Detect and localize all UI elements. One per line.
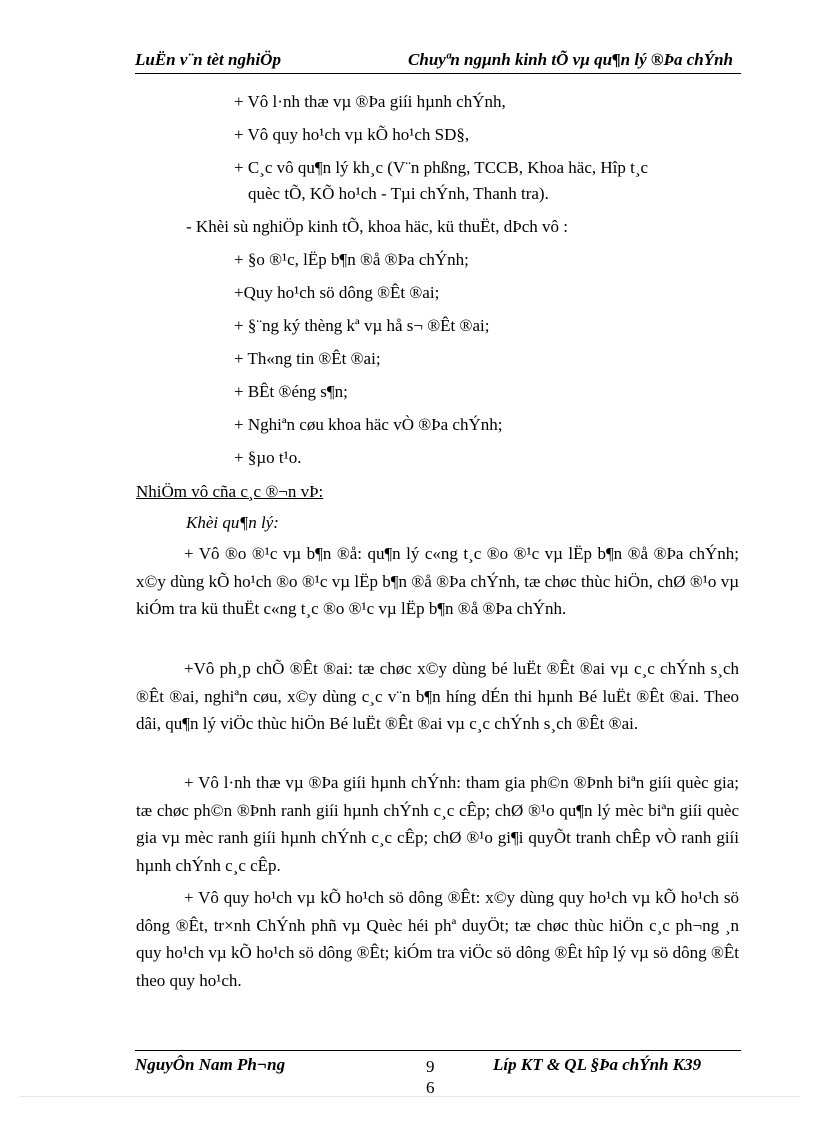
body-paragraph: +Vô ph¸p chÕ ®Êt ®ai: tæ chøc x©y dùng bé luËt ®Êt ®ai vµ c¸c chÝnh s¸ch ®Êt ®ai, nghiªn cøu, x©y dùng c¸c v¨n b¶n híng dÉn thi hµnh Bé luËt ®Êt ®ai. Theo dâi, qu¶n lý viÖc thùc hiÖn Bé luËt ®Êt ®ai vµ c¸c chÝnh s¸ch ®Êt ®ai.	[136, 659, 739, 733]
list-item: + Th«ng tin ®Êt ®ai;	[234, 349, 381, 368]
page-header	[135, 49, 741, 74]
list-item-continuation: quèc tÕ, KÕ ho¹ch - Tµi chÝnh, Thanh tra).	[248, 184, 549, 203]
page-break-divider	[20, 1096, 800, 1097]
header-major-title: Chuyªn ngµnh kinh tÕ vµ qu¶n lý ®Þa chÝnh	[408, 50, 733, 69]
list-item: +Quy ho¹ch sö dông ®Êt ®ai;	[234, 283, 440, 302]
footer-rule	[135, 1050, 741, 1051]
list-item: + §o ®¹c, lËp b¶n ®å ®Þa chÝnh;	[234, 250, 469, 269]
page-number-secondary: 6	[426, 1078, 435, 1097]
body-paragraph: + Vô l·nh thæ vµ ®Þa giíi hµnh chÝnh: tham gia ph©n ®Þnh biªn giíi quèc gia; tæ chøc ph©n ®Þnh ranh giíi hµnh chÝnh c¸c cÊp; chØ ®¹o qu¶n lý mèc biªn giíi quèc gia vµ mèc ranh giíi hµnh chÝnh c¸c cÊp; chØ ®¹o gi¶i quyÕt tranh chÊp vÒ ranh giíi hµnh chÝnh c¸c cÊp.	[136, 773, 739, 875]
list-item: + Vô quy ho¹ch vµ kÕ ho¹ch SD§,	[234, 125, 470, 144]
list-item	[234, 157, 739, 179]
list-item: + Nghiªn cøu khoa häc vÒ ®Þa chÝnh;	[234, 415, 503, 434]
management-block-heading: Khèi qu¶n lý:	[186, 513, 279, 532]
header-thesis-title: LuËn v¨n tèt nghiÖp	[135, 50, 281, 69]
body-paragraph: + Vô quy ho¹ch vµ kÕ ho¹ch sö dông ®Êt: x©y dùng quy ho¹ch vµ kÕ ho¹ch sö dông ®Êt, tr×nh ChÝnh phñ vµ Quèc héi phª duyÖt; tæ chøc thùc hiÖn c¸c ph¬ng ¸n quy ho¹ch vµ kÕ ho¹ch sö dông ®Êt; kiÓm tra viÖc sö dông ®Êt hîp lý vµ sö dông ®Êt theo quy ho¹ch.	[136, 888, 739, 990]
list-item: + §µo t¹o.	[234, 448, 302, 467]
section-heading: - Khèi sù nghiÖp kinh tÕ, khoa häc, kü thuËt, dÞch vô :	[186, 217, 568, 236]
list-item: + Vô l·nh thæ vµ ®Þa giíi hµnh chÝnh,	[234, 92, 506, 111]
list-item-text: + C¸c vô qu¶n lý kh¸c (V¨n phßng, TCCB, Khoa häc, Hîp t¸c	[234, 158, 649, 177]
list-item: + §¨ng ký thèng kª vµ hå s¬ ®Êt ®ai;	[234, 316, 490, 335]
footer-class: Líp KT & QL §Þa chÝnh K39	[493, 1055, 702, 1074]
footer-author: NguyÔn Nam Ph¬ng	[135, 1055, 286, 1074]
duties-heading: NhiÖm vô cña c¸c ®¬n vÞ:	[136, 482, 324, 501]
list-item: + BÊt ®éng s¶n;	[234, 382, 348, 401]
page-number: 9	[426, 1057, 435, 1076]
body-paragraph: + Vô ®o ®¹c vµ b¶n ®å: qu¶n lý c«ng t¸c ®o ®¹c vµ lËp b¶n ®å ®Þa chÝnh; x©y dùng kÕ ho¹ch ®o ®¹c vµ lËp b¶n ®å ®Þa chÝnh, tæ chøc thùc hiÖn, chØ ®¹o vµ kiÓm tra kü thuËt c«ng t¸c ®o ®¹c vµ lËp b¶n ®å ®Þa chÝnh.	[136, 544, 739, 618]
